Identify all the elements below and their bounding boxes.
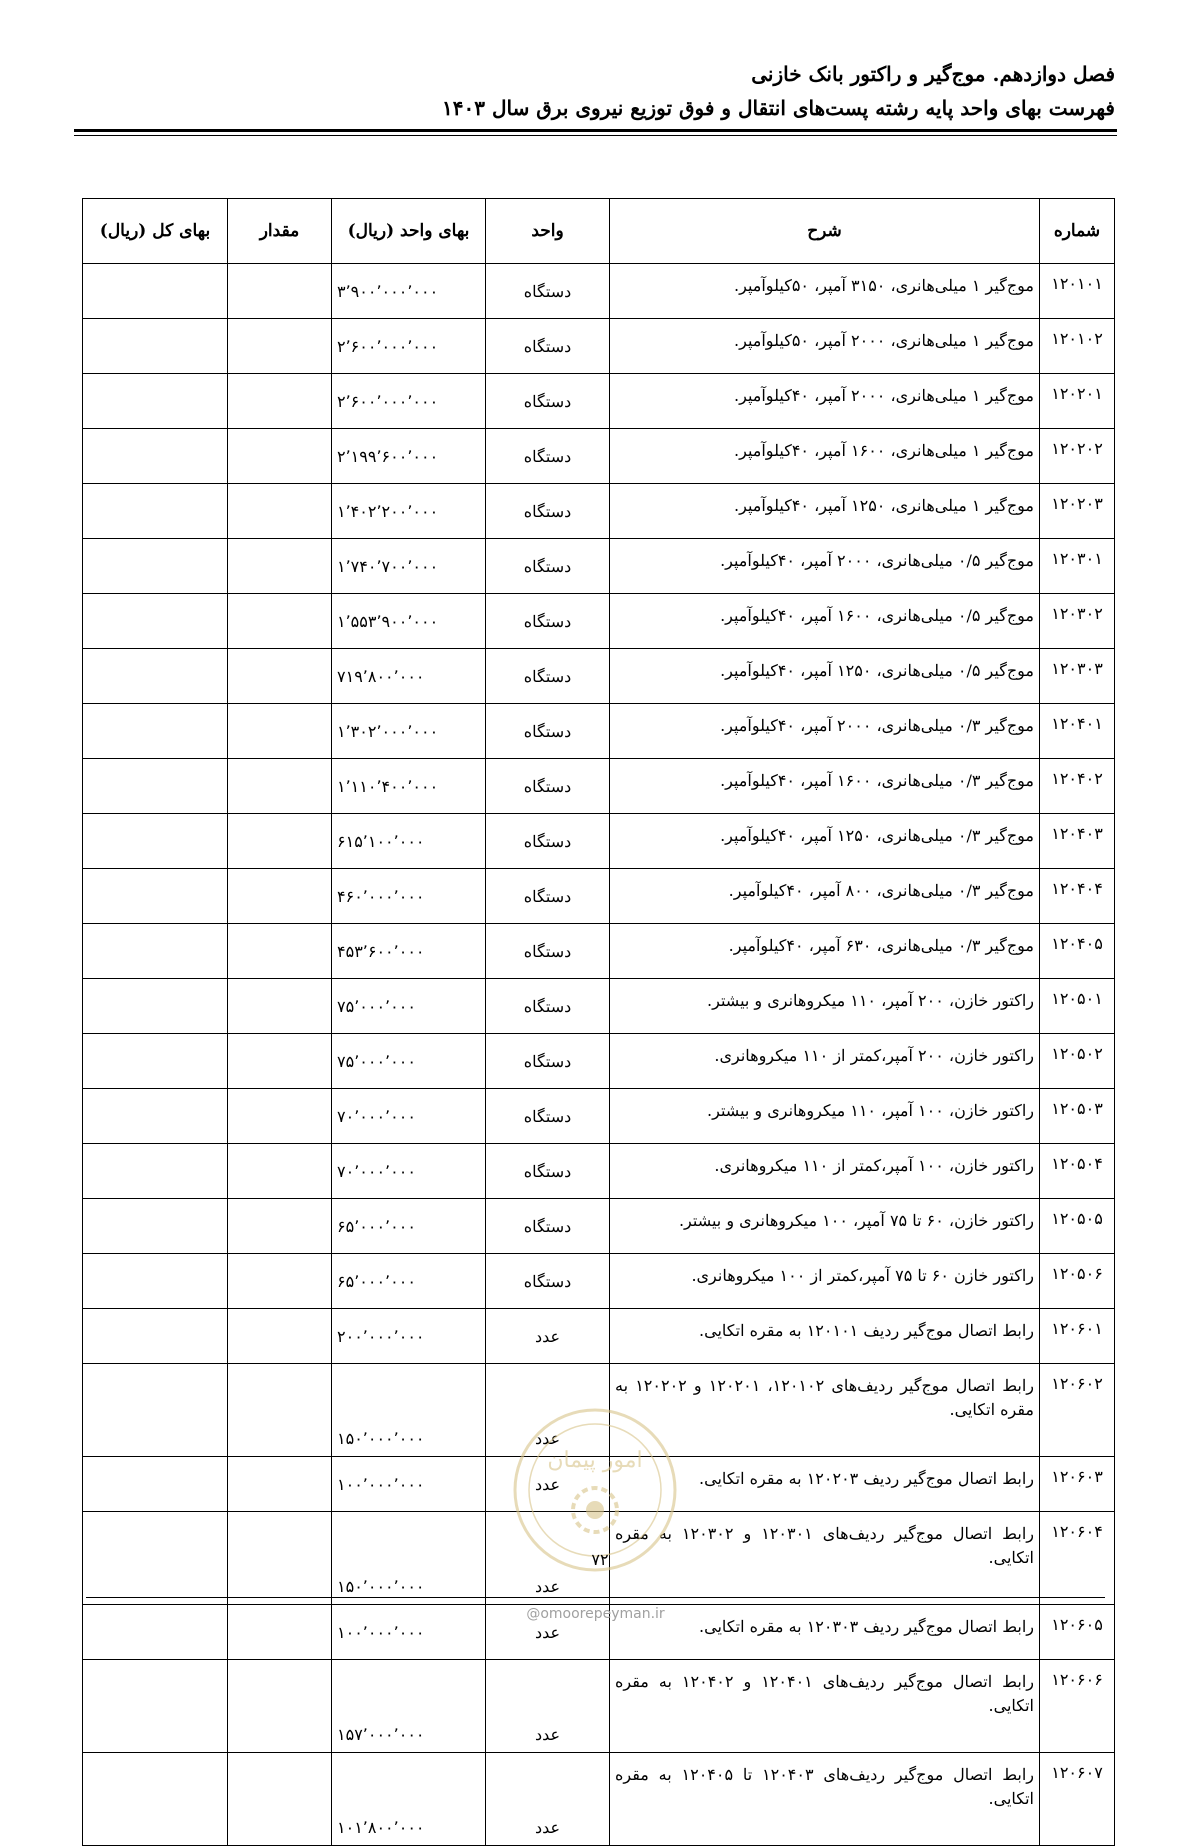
cell-total-price: [83, 319, 228, 374]
cell-unit: دستگاه: [486, 649, 610, 704]
table-row: [83, 814, 1115, 869]
cell-unit: عدد: [486, 1309, 610, 1364]
cell-quantity: [228, 374, 332, 429]
cell-quantity: [228, 704, 332, 759]
table-row: [83, 319, 1115, 374]
cell-code: ۱۲۰۵۰۶: [1040, 1254, 1115, 1309]
cell-description: رابط اتصال موج‌گیر ردیف‌های ۱۲۰۴۰۱ و ۱۲۰۴۰۲ به مقره اتکایی.: [610, 1660, 1040, 1753]
table-row: [83, 1144, 1115, 1199]
cell-unit-price: ۷۵٬۰۰۰٬۰۰۰: [332, 979, 486, 1034]
cell-unit: دستگاه: [486, 319, 610, 374]
cell-unit-price: ۱۵۷٬۰۰۰٬۰۰۰: [332, 1660, 486, 1753]
cell-quantity: [228, 1254, 332, 1309]
cell-total-price: [83, 814, 228, 869]
cell-description: موج‌گیر ۱ میلی‌هانری، ۳۱۵۰ آمپر، ۵۰کیلوآمپر.: [610, 264, 1040, 319]
table-row: [83, 1199, 1115, 1254]
table-row: [83, 374, 1115, 429]
cell-unit: دستگاه: [486, 1254, 610, 1309]
cell-unit: عدد: [486, 1605, 610, 1660]
header-total-price: بهای کل (ریال): [83, 199, 228, 264]
cell-unit-price: ۷۰٬۰۰۰٬۰۰۰: [332, 1089, 486, 1144]
cell-quantity: [228, 319, 332, 374]
cell-unit-price: ۱۰۰٬۰۰۰٬۰۰۰: [332, 1457, 486, 1512]
cell-code: ۱۲۰۴۰۱: [1040, 704, 1115, 759]
cell-total-price: [83, 1512, 228, 1605]
header-unit: واحد: [486, 199, 610, 264]
cell-code: ۱۲۰۶۰۵: [1040, 1605, 1115, 1660]
table-row: [83, 924, 1115, 979]
cell-unit-price: ۲٬۶۰۰٬۰۰۰٬۰۰۰: [332, 374, 486, 429]
cell-unit-price: ۶۵٬۰۰۰٬۰۰۰: [332, 1199, 486, 1254]
watermark-text: امور پیمان: [547, 1448, 643, 1473]
cell-quantity: [228, 1660, 332, 1753]
cell-unit: دستگاه: [486, 374, 610, 429]
cell-code: ۱۲۰۲۰۱: [1040, 374, 1115, 429]
chapter-title: فصل دوازدهم. موج‌گیر و راکتور بانک خازنی: [751, 62, 1115, 86]
cell-unit: دستگاه: [486, 539, 610, 594]
cell-unit: عدد: [486, 1457, 610, 1512]
cell-quantity: [228, 539, 332, 594]
cell-unit-price: ۲٬۶۰۰٬۰۰۰٬۰۰۰: [332, 319, 486, 374]
cell-code: ۱۲۰۶۰۴: [1040, 1512, 1115, 1605]
page-number: ۷۲: [591, 1550, 609, 1569]
cell-unit: دستگاه: [486, 814, 610, 869]
cell-quantity: [228, 1364, 332, 1457]
cell-quantity: [228, 1512, 332, 1605]
table-row: [83, 979, 1115, 1034]
table-row: [83, 539, 1115, 594]
cell-unit-price: ۱۵۰٬۰۰۰٬۰۰۰: [332, 1364, 486, 1457]
cell-unit: دستگاه: [486, 1199, 610, 1254]
cell-description: موج‌گیر ۰/۳ میلی‌هانری، ۱۶۰۰ آمپر، ۴۰کیلوآمپر.: [610, 759, 1040, 814]
cell-code: ۱۲۰۲۰۳: [1040, 484, 1115, 539]
cell-code: ۱۲۰۳۰۳: [1040, 649, 1115, 704]
cell-unit-price: ۱٬۴۰۲٬۲۰۰٬۰۰۰: [332, 484, 486, 539]
header-code: شماره: [1040, 199, 1115, 264]
cell-total-price: [83, 264, 228, 319]
cell-code: ۱۲۰۵۰۵: [1040, 1199, 1115, 1254]
cell-unit: دستگاه: [486, 979, 610, 1034]
cell-quantity: [228, 1089, 332, 1144]
cell-description: موج‌گیر ۱ میلی‌هانری، ۲۰۰۰ آمپر، ۵۰کیلوآمپر.: [610, 319, 1040, 374]
cell-unit: عدد: [486, 1753, 610, 1846]
table-row: [83, 484, 1115, 539]
cell-unit-price: ۷۱۹٬۸۰۰٬۰۰۰: [332, 649, 486, 704]
cell-total-price: [83, 1309, 228, 1364]
cell-unit: دستگاه: [486, 429, 610, 484]
cell-unit: دستگاه: [486, 869, 610, 924]
cell-code: ۱۲۰۵۰۱: [1040, 979, 1115, 1034]
cell-unit-price: ۶۵٬۰۰۰٬۰۰۰: [332, 1254, 486, 1309]
cell-unit-price: ۱۰۰٬۰۰۰٬۰۰۰: [332, 1605, 486, 1660]
cell-quantity: [228, 649, 332, 704]
cell-quantity: [228, 979, 332, 1034]
cell-quantity: [228, 1753, 332, 1846]
cell-description: راکتور خازن ۶۰ تا ۷۵ آمپر،کمتر از ۱۰۰ میکروهانری.: [610, 1254, 1040, 1309]
cell-code: ۱۲۰۱۰۲: [1040, 319, 1115, 374]
cell-description: موج‌گیر ۱ میلی‌هانری، ۱۶۰۰ آمپر، ۴۰کیلوآمپر.: [610, 429, 1040, 484]
cell-unit: دستگاه: [486, 1034, 610, 1089]
cell-quantity: [228, 1457, 332, 1512]
cell-unit: دستگاه: [486, 594, 610, 649]
cell-description: رابط اتصال موج‌گیر ردیف ۱۲۰۳۰۳ به مقره اتکایی.: [610, 1605, 1040, 1660]
cell-description: رابط اتصال موج‌گیر ردیف ۱۲۰۲۰۳ به مقره اتکایی.: [610, 1457, 1040, 1512]
cell-description: موج‌گیر ۰/۳ میلی‌هانری، ۶۳۰ آمپر، ۴۰کیلوآمپر.: [610, 924, 1040, 979]
cell-total-price: [83, 759, 228, 814]
table-row: [83, 649, 1115, 704]
document-title: فهرست بهای واحد پایه رشته پست‌های انتقال و فوق توزیع نیروی برق سال ۱۴۰۳: [442, 96, 1115, 120]
cell-description: رابط اتصال موج‌گیر ردیف ۱۲۰۱۰۱ به مقره اتکایی.: [610, 1309, 1040, 1364]
cell-total-price: [83, 869, 228, 924]
cell-total-price: [83, 704, 228, 759]
table-row: [83, 264, 1115, 319]
cell-total-price: [83, 1144, 228, 1199]
cell-code: ۱۲۰۱۰۱: [1040, 264, 1115, 319]
cell-code: ۱۲۰۶۰۳: [1040, 1457, 1115, 1512]
cell-unit-price: ۲٬۱۹۹٬۶۰۰٬۰۰۰: [332, 429, 486, 484]
cell-unit: عدد: [486, 1512, 610, 1605]
cell-unit-price: ۴۶۰٬۰۰۰٬۰۰۰: [332, 869, 486, 924]
cell-code: ۱۲۰۳۰۱: [1040, 539, 1115, 594]
table-row: [83, 594, 1115, 649]
cell-unit-price: ۷۰٬۰۰۰٬۰۰۰: [332, 1144, 486, 1199]
cell-unit: دستگاه: [486, 1089, 610, 1144]
cell-code: ۱۲۰۲۰۲: [1040, 429, 1115, 484]
cell-quantity: [228, 814, 332, 869]
cell-description: رابط اتصال موج‌گیر ردیف‌های ۱۲۰۴۰۳ تا ۱۲۰۴۰۵ به مقره اتکایی.: [610, 1753, 1040, 1846]
table-row: [83, 704, 1115, 759]
cell-unit-price: ۱٬۳۰۲٬۰۰۰٬۰۰۰: [332, 704, 486, 759]
cell-description: موج‌گیر ۰/۳ میلی‌هانری، ۸۰۰ آمپر، ۴۰کیلوآمپر.: [610, 869, 1040, 924]
table-row: [83, 1254, 1115, 1309]
cell-total-price: [83, 1457, 228, 1512]
cell-total-price: [83, 979, 228, 1034]
cell-description: موج‌گیر ۰/۵ میلی‌هانری، ۱۲۵۰ آمپر، ۴۰کیلوآمپر.: [610, 649, 1040, 704]
cell-code: ۱۲۰۴۰۴: [1040, 869, 1115, 924]
cell-unit-price: ۴۵۳٬۶۰۰٬۰۰۰: [332, 924, 486, 979]
cell-total-price: [83, 594, 228, 649]
cell-unit: دستگاه: [486, 704, 610, 759]
cell-description: راکتور خازن، ۱۰۰ آمپر،کمتر از ۱۱۰ میکروهانری.: [610, 1144, 1040, 1199]
cell-unit: دستگاه: [486, 1144, 610, 1199]
header-unit-price: بهای واحد (ریال): [332, 199, 486, 264]
cell-unit-price: ۶۱۵٬۱۰۰٬۰۰۰: [332, 814, 486, 869]
cell-total-price: [83, 1089, 228, 1144]
cell-unit: دستگاه: [486, 484, 610, 539]
cell-quantity: [228, 1144, 332, 1199]
cell-code: ۱۲۰۵۰۲: [1040, 1034, 1115, 1089]
table-row: [83, 1753, 1115, 1846]
cell-total-price: [83, 1254, 228, 1309]
cell-unit-price: ۱٬۵۵۳٬۹۰۰٬۰۰۰: [332, 594, 486, 649]
header-rule-thick: [74, 129, 1117, 132]
cell-description: راکتور خازن، ۲۰۰ آمپر، ۱۱۰ میکروهانری و بیشتر.: [610, 979, 1040, 1034]
table-row: [83, 759, 1115, 814]
price-table: [82, 198, 1115, 1846]
cell-description: راکتور خازن، ۱۰۰ آمپر، ۱۱۰ میکروهانری و بیشتر.: [610, 1089, 1040, 1144]
cell-total-price: [83, 649, 228, 704]
cell-description: موج‌گیر ۰/۵ میلی‌هانری، ۲۰۰۰ آمپر، ۴۰کیلوآمپر.: [610, 539, 1040, 594]
cell-unit-price: ۱۰۱٬۸۰۰٬۰۰۰: [332, 1753, 486, 1846]
cell-total-price: [83, 1199, 228, 1254]
table-row: [83, 1034, 1115, 1089]
cell-unit: دستگاه: [486, 759, 610, 814]
cell-quantity: [228, 484, 332, 539]
header-quantity: مقدار: [228, 199, 332, 264]
cell-total-price: [83, 374, 228, 429]
cell-total-price: [83, 924, 228, 979]
cell-code: ۱۲۰۵۰۳: [1040, 1089, 1115, 1144]
cell-quantity: [228, 1034, 332, 1089]
cell-quantity: [228, 264, 332, 319]
cell-total-price: [83, 429, 228, 484]
cell-quantity: [228, 924, 332, 979]
cell-unit-price: ۱٬۱۱۰٬۴۰۰٬۰۰۰: [332, 759, 486, 814]
cell-code: ۱۲۰۶۰۶: [1040, 1660, 1115, 1753]
cell-code: ۱۲۰۳۰۲: [1040, 594, 1115, 649]
cell-unit: عدد: [486, 1364, 610, 1457]
cell-total-price: [83, 1753, 228, 1846]
header-rule-thin: [74, 135, 1117, 136]
cell-unit-price: ۳٬۹۰۰٬۰۰۰٬۰۰۰: [332, 264, 486, 319]
cell-quantity: [228, 1309, 332, 1364]
cell-code: ۱۲۰۶۰۲: [1040, 1364, 1115, 1457]
cell-description: موج‌گیر ۱ میلی‌هانری، ۲۰۰۰ آمپر، ۴۰کیلوآمپر.: [610, 374, 1040, 429]
cell-code: ۱۲۰۴۰۲: [1040, 759, 1115, 814]
cell-total-price: [83, 1660, 228, 1753]
cell-unit: دستگاه: [486, 264, 610, 319]
cell-unit-price: ۱٬۷۴۰٬۷۰۰٬۰۰۰: [332, 539, 486, 594]
cell-quantity: [228, 429, 332, 484]
cell-code: ۱۲۰۴۰۵: [1040, 924, 1115, 979]
cell-description: موج‌گیر ۰/۳ میلی‌هانری، ۲۰۰۰ آمپر، ۴۰کیلوآمپر.: [610, 704, 1040, 759]
cell-total-price: [83, 484, 228, 539]
table-row: [83, 429, 1115, 484]
header-description: شرح: [610, 199, 1040, 264]
cell-total-price: [83, 539, 228, 594]
cell-total-price: [83, 1364, 228, 1457]
cell-description: موج‌گیر ۱ میلی‌هانری، ۱۲۵۰ آمپر، ۴۰کیلوآمپر.: [610, 484, 1040, 539]
cell-description: موج‌گیر ۰/۳ میلی‌هانری، ۱۲۵۰ آمپر، ۴۰کیلوآمپر.: [610, 814, 1040, 869]
table-row: [83, 1660, 1115, 1753]
cell-code: ۱۲۰۶۰۷: [1040, 1753, 1115, 1846]
cell-code: ۱۲۰۵۰۴: [1040, 1144, 1115, 1199]
cell-quantity: [228, 759, 332, 814]
cell-code: ۱۲۰۴۰۳: [1040, 814, 1115, 869]
cell-unit: عدد: [486, 1660, 610, 1753]
cell-description: رابط اتصال موج‌گیر ردیف‌های ۱۲۰۳۰۱ و ۱۲۰۳۰۲ به مقره اتکایی.: [610, 1512, 1040, 1605]
footer-rule: [86, 1597, 1105, 1598]
cell-code: ۱۲۰۶۰۱: [1040, 1309, 1115, 1364]
cell-description: رابط اتصال موج‌گیر ردیف‌های ۱۲۰۱۰۲، ۱۲۰۲۰۱ و ۱۲۰۲۰۲ به مقره اتکایی.: [610, 1364, 1040, 1457]
cell-description: موج‌گیر ۰/۵ میلی‌هانری، ۱۶۰۰ آمپر، ۴۰کیلوآمپر.: [610, 594, 1040, 649]
table-row: [83, 869, 1115, 924]
cell-quantity: [228, 1199, 332, 1254]
cell-unit-price: ۷۵٬۰۰۰٬۰۰۰: [332, 1034, 486, 1089]
table-row: [83, 1089, 1115, 1144]
cell-quantity: [228, 594, 332, 649]
cell-description: راکتور خازن، ۶۰ تا ۷۵ آمپر، ۱۰۰ میکروهانری و بیشتر.: [610, 1199, 1040, 1254]
cell-unit-price: ۱۵۰٬۰۰۰٬۰۰۰: [332, 1512, 486, 1605]
cell-unit-price: ۲۰۰٬۰۰۰٬۰۰۰: [332, 1309, 486, 1364]
table-row: [83, 1309, 1115, 1364]
cell-quantity: [228, 869, 332, 924]
table-header-row: [83, 199, 1115, 264]
cell-total-price: [83, 1034, 228, 1089]
cell-unit: دستگاه: [486, 924, 610, 979]
website-watermark: @omoorepeyman.ir: [526, 1606, 665, 1622]
cell-description: راکتور خازن، ۲۰۰ آمپر،کمتر از ۱۱۰ میکروهانری.: [610, 1034, 1040, 1089]
